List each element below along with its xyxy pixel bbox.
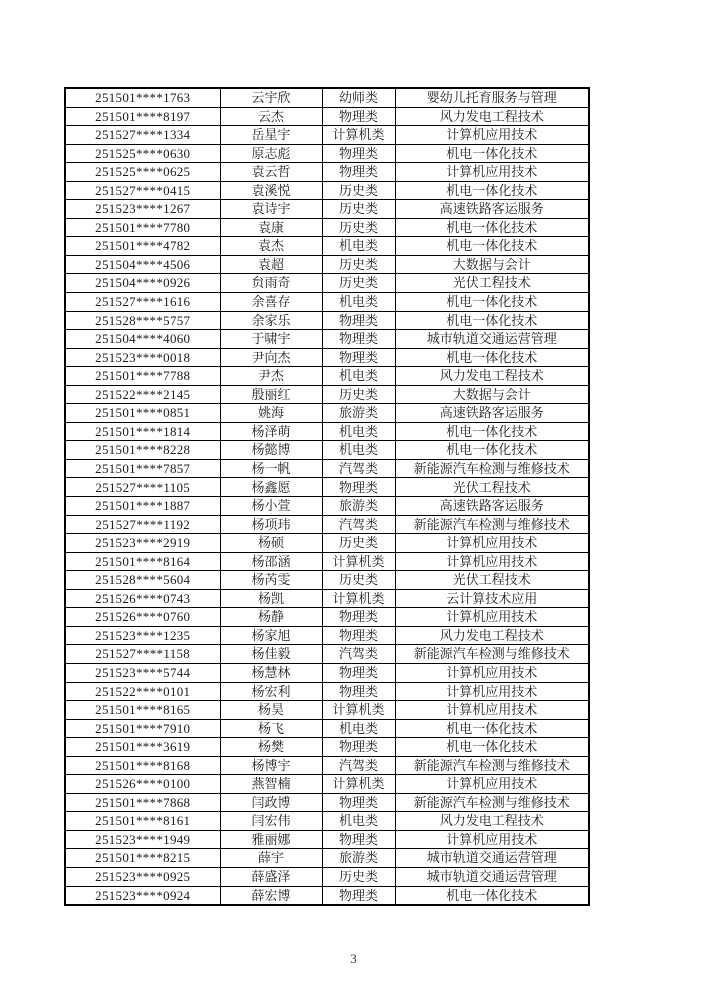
table-row <box>65 274 589 293</box>
student-name-cell: 袁康 <box>220 218 322 237</box>
table-row <box>65 459 589 478</box>
category-cell: 物理类 <box>322 478 395 497</box>
category-cell: 物理类 <box>322 608 395 627</box>
table-row <box>65 830 589 849</box>
category-cell: 机电类 <box>322 237 395 256</box>
category-cell: 机电类 <box>322 812 395 831</box>
category-cell: 汽驾类 <box>322 756 395 775</box>
major-cell: 机电一体化技术 <box>395 311 589 330</box>
major-cell: 风力发电工程技术 <box>395 812 589 831</box>
student-roster-table <box>64 87 590 906</box>
major-cell: 计算机应用技术 <box>395 163 589 182</box>
exam-id-cell: 251504****4506 <box>65 255 220 274</box>
exam-id-cell: 251501****8228 <box>65 441 220 460</box>
student-name-cell: 余喜存 <box>220 293 322 312</box>
category-cell: 计算机类 <box>322 775 395 794</box>
table-row <box>65 218 589 237</box>
exam-id-cell: 251523****0925 <box>65 867 220 886</box>
major-cell: 计算机应用技术 <box>395 682 589 701</box>
table-row <box>65 422 589 441</box>
category-cell: 幼师类 <box>322 88 395 107</box>
student-table-body <box>65 88 589 905</box>
exam-id-cell: 251527****0415 <box>65 181 220 200</box>
table-row <box>65 163 589 182</box>
table-row <box>65 126 589 145</box>
category-cell: 物理类 <box>322 144 395 163</box>
exam-id-cell: 251528****5604 <box>65 571 220 590</box>
student-name-cell: 尹杰 <box>220 367 322 386</box>
exam-id-cell: 251526****0100 <box>65 775 220 794</box>
category-cell: 机电类 <box>322 293 395 312</box>
category-cell: 物理类 <box>322 793 395 812</box>
exam-id-cell: 251527****1334 <box>65 126 220 145</box>
student-name-cell: 于啸宇 <box>220 330 322 349</box>
table-row <box>65 88 589 107</box>
exam-id-cell: 251526****0743 <box>65 589 220 608</box>
exam-id-cell: 251523****1949 <box>65 830 220 849</box>
major-cell: 机电一体化技术 <box>395 738 589 757</box>
exam-id-cell: 251504****4060 <box>65 330 220 349</box>
major-cell: 新能源汽车检测与维修技术 <box>395 756 589 775</box>
category-cell: 历史类 <box>322 571 395 590</box>
category-cell: 历史类 <box>322 255 395 274</box>
student-name-cell: 杨飞 <box>220 719 322 738</box>
exam-id-cell: 251523****5744 <box>65 663 220 682</box>
exam-id-cell: 251501****8164 <box>65 552 220 571</box>
exam-id-cell: 251501****1887 <box>65 497 220 516</box>
exam-id-cell: 251527****1616 <box>65 293 220 312</box>
student-name-cell: 杨昊 <box>220 701 322 720</box>
table-row <box>65 775 589 794</box>
exam-id-cell: 251501****8168 <box>65 756 220 775</box>
major-cell: 机电一体化技术 <box>395 719 589 738</box>
table-row <box>65 589 589 608</box>
page-number: 3 <box>350 951 357 966</box>
table-row <box>65 756 589 775</box>
table-row <box>65 867 589 886</box>
exam-id-cell: 251525****0625 <box>65 163 220 182</box>
student-name-cell: 薛宇 <box>220 849 322 868</box>
student-name-cell: 燕智楠 <box>220 775 322 794</box>
table-row <box>65 719 589 738</box>
exam-id-cell: 251522****0101 <box>65 682 220 701</box>
table-row <box>65 311 589 330</box>
exam-id-cell: 251501****4782 <box>65 237 220 256</box>
student-name-cell: 杨鑫愿 <box>220 478 322 497</box>
student-name-cell: 姚海 <box>220 404 322 423</box>
student-name-cell: 杨硕 <box>220 534 322 553</box>
table-row <box>65 515 589 534</box>
major-cell: 云计算技术应用 <box>395 589 589 608</box>
major-cell: 风力发电工程技术 <box>395 626 589 645</box>
student-name-cell: 杨泽萌 <box>220 422 322 441</box>
table-row <box>65 849 589 868</box>
exam-id-cell: 251501****3619 <box>65 738 220 757</box>
table-row <box>65 534 589 553</box>
category-cell: 计算机类 <box>322 552 395 571</box>
table-row <box>65 441 589 460</box>
exam-id-cell: 251501****8161 <box>65 812 220 831</box>
category-cell: 物理类 <box>322 682 395 701</box>
student-name-cell: 余家乐 <box>220 311 322 330</box>
table-row <box>65 682 589 701</box>
table-row <box>65 107 589 126</box>
student-name-cell: 杨邵涵 <box>220 552 322 571</box>
student-name-cell: 杨樊 <box>220 738 322 757</box>
exam-id-cell: 251501****7857 <box>65 459 220 478</box>
major-cell: 城市轨道交通运营管理 <box>395 867 589 886</box>
category-cell: 旅游类 <box>322 849 395 868</box>
category-cell: 物理类 <box>322 663 395 682</box>
major-cell: 新能源汽车检测与维修技术 <box>395 459 589 478</box>
category-cell: 历史类 <box>322 218 395 237</box>
category-cell: 物理类 <box>322 311 395 330</box>
exam-id-cell: 251527****1192 <box>65 515 220 534</box>
table-row <box>65 293 589 312</box>
student-name-cell: 殷丽红 <box>220 385 322 404</box>
major-cell: 风力发电工程技术 <box>395 367 589 386</box>
exam-id-cell: 251501****7780 <box>65 218 220 237</box>
exam-id-cell: 251523****1235 <box>65 626 220 645</box>
student-name-cell: 杨芮雯 <box>220 571 322 590</box>
category-cell: 汽驾类 <box>322 515 395 534</box>
exam-id-cell: 251523****0924 <box>65 886 220 905</box>
major-cell: 机电一体化技术 <box>395 181 589 200</box>
category-cell: 计算机类 <box>322 701 395 720</box>
major-cell: 机电一体化技术 <box>395 348 589 367</box>
category-cell: 机电类 <box>322 367 395 386</box>
table-row <box>65 886 589 905</box>
student-name-cell: 袁诗宇 <box>220 200 322 219</box>
student-name-cell: 杨佳毅 <box>220 645 322 664</box>
table-row <box>65 552 589 571</box>
table-row <box>65 626 589 645</box>
table-row <box>65 497 589 516</box>
category-cell: 旅游类 <box>322 497 395 516</box>
student-name-cell: 杨宏利 <box>220 682 322 701</box>
table-row <box>65 478 589 497</box>
exam-id-cell: 251501****1814 <box>65 422 220 441</box>
table-row <box>65 330 589 349</box>
student-name-cell: 杨项玮 <box>220 515 322 534</box>
major-cell: 风力发电工程技术 <box>395 107 589 126</box>
major-cell: 计算机应用技术 <box>395 552 589 571</box>
category-cell: 机电类 <box>322 719 395 738</box>
student-name-cell: 杨博宇 <box>220 756 322 775</box>
student-name-cell: 雅丽娜 <box>220 830 322 849</box>
student-name-cell: 杨懿博 <box>220 441 322 460</box>
exam-id-cell: 251523****0018 <box>65 348 220 367</box>
major-cell: 城市轨道交通运营管理 <box>395 330 589 349</box>
table-row <box>65 701 589 720</box>
table-row <box>65 367 589 386</box>
table-row <box>65 385 589 404</box>
category-cell: 物理类 <box>322 738 395 757</box>
major-cell: 新能源汽车检测与维修技术 <box>395 645 589 664</box>
exam-id-cell: 251501****0851 <box>65 404 220 423</box>
category-cell: 机电类 <box>322 441 395 460</box>
major-cell: 新能源汽车检测与维修技术 <box>395 793 589 812</box>
student-name-cell: 尹向杰 <box>220 348 322 367</box>
table-row <box>65 255 589 274</box>
category-cell: 汽驾类 <box>322 459 395 478</box>
category-cell: 物理类 <box>322 330 395 349</box>
category-cell: 历史类 <box>322 534 395 553</box>
major-cell: 光伏工程技术 <box>395 571 589 590</box>
major-cell: 光伏工程技术 <box>395 478 589 497</box>
table-row <box>65 348 589 367</box>
major-cell: 计算机应用技术 <box>395 701 589 720</box>
student-name-cell: 原志彪 <box>220 144 322 163</box>
table-row <box>65 181 589 200</box>
major-cell: 机电一体化技术 <box>395 237 589 256</box>
category-cell: 旅游类 <box>322 404 395 423</box>
student-name-cell: 杨静 <box>220 608 322 627</box>
major-cell: 高速铁路客运服务 <box>395 404 589 423</box>
student-name-cell: 云宇欣 <box>220 88 322 107</box>
category-cell: 物理类 <box>322 163 395 182</box>
category-cell: 历史类 <box>322 867 395 886</box>
exam-id-cell: 251501****8165 <box>65 701 220 720</box>
category-cell: 物理类 <box>322 830 395 849</box>
exam-id-cell: 251522****2145 <box>65 385 220 404</box>
category-cell: 物理类 <box>322 886 395 905</box>
major-cell: 大数据与会计 <box>395 385 589 404</box>
exam-id-cell: 251526****0760 <box>65 608 220 627</box>
category-cell: 历史类 <box>322 274 395 293</box>
student-name-cell: 杨家旭 <box>220 626 322 645</box>
student-name-cell: 闫宏伟 <box>220 812 322 831</box>
major-cell: 高速铁路客运服务 <box>395 497 589 516</box>
table-row <box>65 144 589 163</box>
exam-id-cell: 251523****1267 <box>65 200 220 219</box>
exam-id-cell: 251501****7868 <box>65 793 220 812</box>
exam-id-cell: 251528****5757 <box>65 311 220 330</box>
major-cell: 机电一体化技术 <box>395 422 589 441</box>
table-row <box>65 645 589 664</box>
major-cell: 新能源汽车检测与维修技术 <box>395 515 589 534</box>
student-name-cell: 袁超 <box>220 255 322 274</box>
table-row <box>65 237 589 256</box>
major-cell: 计算机应用技术 <box>395 126 589 145</box>
exam-id-cell: 251501****1763 <box>65 88 220 107</box>
student-name-cell: 杨小萱 <box>220 497 322 516</box>
table-row <box>65 793 589 812</box>
category-cell: 计算机类 <box>322 589 395 608</box>
category-cell: 历史类 <box>322 181 395 200</box>
exam-id-cell: 251523****2919 <box>65 534 220 553</box>
major-cell: 机电一体化技术 <box>395 886 589 905</box>
table-row <box>65 571 589 590</box>
major-cell: 计算机应用技术 <box>395 608 589 627</box>
category-cell: 物理类 <box>322 626 395 645</box>
major-cell: 城市轨道交通运营管理 <box>395 849 589 868</box>
major-cell: 机电一体化技术 <box>395 293 589 312</box>
major-cell: 计算机应用技术 <box>395 830 589 849</box>
category-cell: 汽驾类 <box>322 645 395 664</box>
student-name-cell: 云杰 <box>220 107 322 126</box>
exam-id-cell: 251527****1158 <box>65 645 220 664</box>
student-name-cell: 袁溪悦 <box>220 181 322 200</box>
major-cell: 婴幼儿托育服务与管理 <box>395 88 589 107</box>
major-cell: 机电一体化技术 <box>395 441 589 460</box>
exam-id-cell: 251504****0926 <box>65 274 220 293</box>
student-name-cell: 袁云哲 <box>220 163 322 182</box>
category-cell: 物理类 <box>322 348 395 367</box>
student-name-cell: 薛盛泽 <box>220 867 322 886</box>
exam-id-cell: 251501****8197 <box>65 107 220 126</box>
student-name-cell: 贠雨奇 <box>220 274 322 293</box>
major-cell: 计算机应用技术 <box>395 775 589 794</box>
exam-id-cell: 251527****1105 <box>65 478 220 497</box>
student-name-cell: 岳星宇 <box>220 126 322 145</box>
student-name-cell: 杨一帆 <box>220 459 322 478</box>
exam-id-cell: 251501****7788 <box>65 367 220 386</box>
major-cell: 计算机应用技术 <box>395 663 589 682</box>
category-cell: 物理类 <box>322 107 395 126</box>
student-name-cell: 薛宏博 <box>220 886 322 905</box>
major-cell: 高速铁路客运服务 <box>395 200 589 219</box>
category-cell: 机电类 <box>322 422 395 441</box>
exam-id-cell: 251501****8215 <box>65 849 220 868</box>
exam-id-cell: 251501****7910 <box>65 719 220 738</box>
table-row <box>65 812 589 831</box>
table-row <box>65 608 589 627</box>
category-cell: 历史类 <box>322 385 395 404</box>
table-row <box>65 738 589 757</box>
table-row <box>65 200 589 219</box>
student-name-cell: 袁杰 <box>220 237 322 256</box>
major-cell: 机电一体化技术 <box>395 144 589 163</box>
exam-id-cell: 251525****0630 <box>65 144 220 163</box>
major-cell: 光伏工程技术 <box>395 274 589 293</box>
category-cell: 计算机类 <box>322 126 395 145</box>
table-row <box>65 404 589 423</box>
major-cell: 大数据与会计 <box>395 255 589 274</box>
category-cell: 历史类 <box>322 200 395 219</box>
student-name-cell: 杨慧林 <box>220 663 322 682</box>
table-row <box>65 663 589 682</box>
major-cell: 机电一体化技术 <box>395 218 589 237</box>
major-cell: 计算机应用技术 <box>395 534 589 553</box>
student-name-cell: 闫政博 <box>220 793 322 812</box>
student-name-cell: 杨凯 <box>220 589 322 608</box>
